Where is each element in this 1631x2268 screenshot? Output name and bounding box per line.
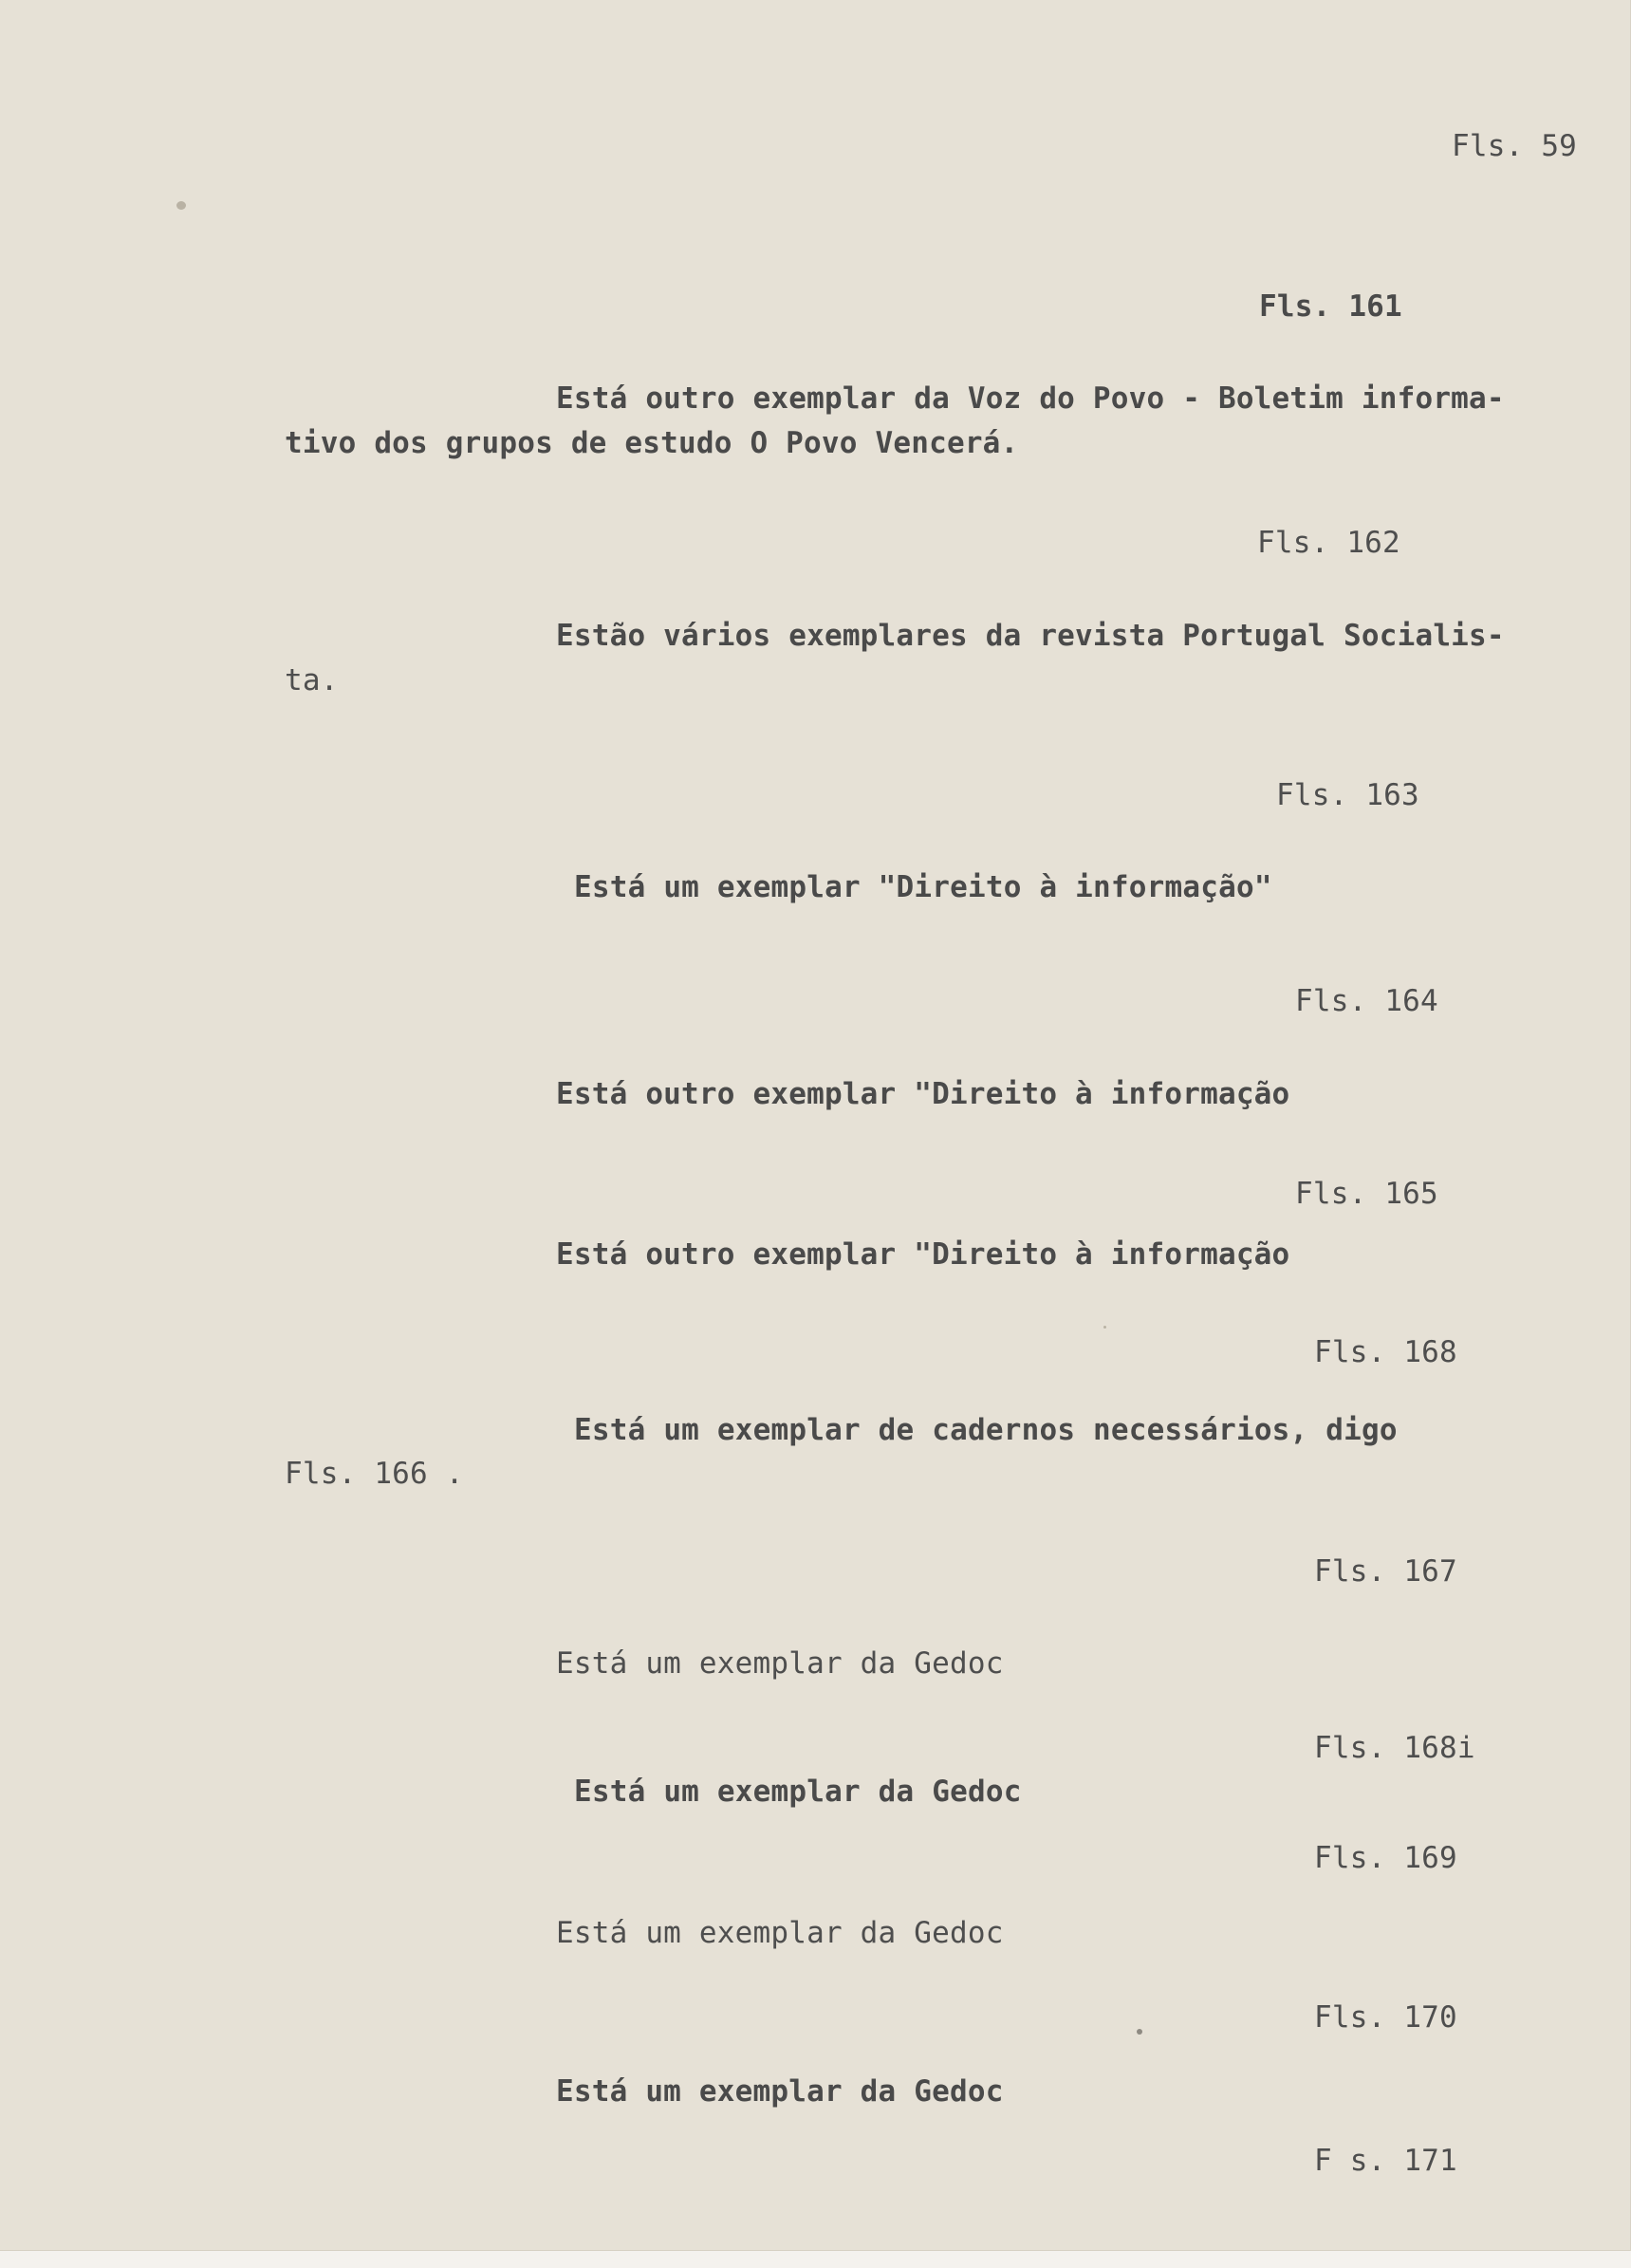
paper-mark (176, 201, 186, 210)
entry-161-line-1: Está outro exemplar da Voz do Povo - Boletim informa- (556, 381, 1505, 416)
folio-167: Fls. 167 (1314, 1554, 1457, 1589)
folio-165: Fls. 165 (1295, 1177, 1438, 1211)
folio-164: Fls. 164 (1295, 984, 1438, 1018)
folio-168i: Fls. 168i (1314, 1731, 1475, 1765)
entry-168-line-2: Fls. 166 . (285, 1457, 464, 1491)
entry-169: Está um exemplar da Gedoc (556, 1916, 1004, 1950)
paper-speck (1103, 1326, 1106, 1329)
entry-162-line-1: Estão vários exemplares da revista Portugal Socialis- (556, 619, 1505, 653)
paper-speck (1137, 2029, 1142, 2035)
entry-161-line-2: tivo dos grupos de estudo O Povo Vencerá. (285, 426, 1019, 460)
entry-164: Está outro exemplar "Direito à informação (556, 1077, 1290, 1111)
entry-165: Está outro exemplar "Direito à informação (556, 1237, 1290, 1272)
entry-163: Está um exemplar "Direito à informação" (574, 870, 1272, 904)
folio-170: Fls. 170 (1314, 2000, 1457, 2035)
folio-169: Fls. 169 (1314, 1841, 1457, 1875)
folio-171: F s. 171 (1314, 2144, 1457, 2178)
entry-168i: Está um exemplar da Gedoc (574, 1775, 1022, 1809)
folio-168: Fls. 168 (1314, 1335, 1457, 1369)
page-number: Fls. 59 (1452, 129, 1578, 163)
entry-170: Está um exemplar da Gedoc (556, 2074, 1004, 2109)
entry-168-line-1: Está um exemplar de cadernos necessários, digo (574, 1413, 1398, 1447)
folio-163: Fls. 163 (1276, 778, 1419, 812)
entry-167: Está um exemplar da Gedoc (556, 1646, 1004, 1681)
folio-161: Fls. 161 (1259, 289, 1402, 324)
folio-162: Fls. 162 (1257, 526, 1400, 560)
entry-162-line-2: ta. (285, 663, 339, 697)
